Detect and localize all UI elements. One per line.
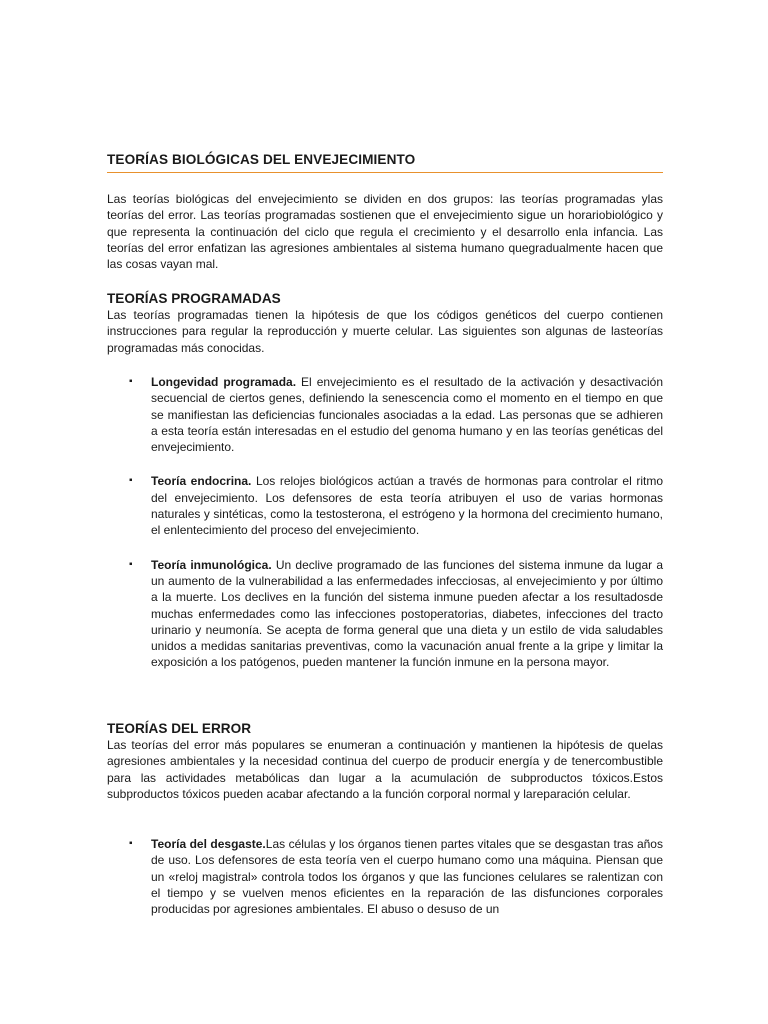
list-item-text: Un declive programado de las funciones del sistema inmune da lugar a un aumento de la vulnerabilidad a las enfermedades infecciosas, al envejecimiento y por último a la muerte. Los declives en la función del sistema inmune pueden afectar a los resultadosde muchas enfermedades como las infecciones postoperatorias, diabetes, infecciones del tracto urinario y neumonía. Se acepta de forma general que una dieta y un estilo de vida saludables unidos a medidas sanitarias preventivas, como la vacunación anual frente a la gripe y limitar la exposición a los patógenos, pueden mantener la función inmune en la persona mayor.	[151, 557, 663, 670]
list-item-text: El envejecimiento es el resultado de la activación y desactivación secuencial de ciertos genes, definiendo la senescencia como el momento en el tiempo en que se manifiestan las deficiencias funcionales asociadas a la edad. Las personas que se adhieren a esta teoría están interesadas en el estudio del genoma humano y en las teorías genéticas del envejecimiento.	[151, 375, 663, 455]
list-item-text: Los relojes biológicos actúan a través de hormonas para controlar el ritmo del envejecimiento. Los defensores de esta teoría atribuyen el uso de varias hormonas naturales y sintéticas, como la testosterona, el estrógeno y la hormona del crecimiento humano, el enlentecimiento del proceso del envejecimiento.	[151, 474, 664, 538]
section-heading-error: TEORÍAS DEL ERROR	[107, 721, 252, 736]
intro-section	[107, 191, 663, 272]
section-error	[107, 720, 663, 802]
section-heading-programadas: TEORÍAS PROGRAMADAS	[107, 291, 281, 306]
intro-paragraph: Las teorías biológicas del envejecimiento se dividen en dos grupos: las teorías programadas ylas teorías del error. Las teorías programadas sostienen que el envejecimiento sigue un horariobiológico y que representa la continuación del ciclo que regula el crecimiento y el desarrollo enla infancia. Las teorías del error enfatizan las agresiones ambientales al sistema humano quegradualmente hacen que las cosas vayan mal.	[107, 192, 663, 272]
section-paragraph-error: Las teorías del error más populares se enumeran a continuación y mantienen la hipótesis de quelas agresiones ambientales y la necesidad continua del cuerpo de producir energía y de tenercombustible para las actividades metabólicas dan lugar a la acumulación de subproductos tóxicos.Estos subproductos tóxicos pueden acabar afectando a la función corporal normal y lareparación celular.	[107, 738, 663, 801]
bullet-icon: ▪	[129, 475, 133, 487]
list-item	[107, 557, 663, 671]
bullet-icon: ▪	[129, 558, 133, 570]
list-item	[107, 374, 663, 455]
list-item-term: Longevidad programada.	[151, 375, 297, 389]
list-item-term: Teoría endocrina.	[151, 474, 252, 489]
section-programadas	[107, 290, 663, 356]
bullet-icon: ▪	[129, 376, 133, 387]
error-list	[107, 836, 663, 917]
list-item	[107, 836, 663, 917]
bullet-icon: ▪	[129, 838, 133, 849]
document-title: TEORÍAS BIOLÓGICAS DEL ENVEJECIMIENTO	[107, 152, 663, 173]
list-item-term: Teoría del desgaste.	[151, 837, 266, 851]
section-paragraph-programadas: Las teorías programadas tienen la hipótesis de que los códigos genéticos del cuerpo contienen instrucciones para regular la reproducción y muerte celular. Las siguientes son algunas de lasteorías programadas más conocidas.	[107, 308, 663, 355]
list-item-term: Teoría inmunológica.	[151, 557, 272, 572]
programadas-list	[107, 374, 663, 671]
list-item	[107, 473, 663, 538]
list-item-text: Las células y los órganos tienen partes vitales que se desgastan tras años de uso. Los defensores de esta teoría ven el cuerpo humano como una máquina. Piensan que un «reloj magistral» controla todos los órganos y que las funciones celulares se ralentizan con el tiempo y se vuelven menos eficientes en la reparación de las disfunciones corporales producidas por agresiones ambientales. El abuso o desuso de un	[151, 837, 663, 917]
